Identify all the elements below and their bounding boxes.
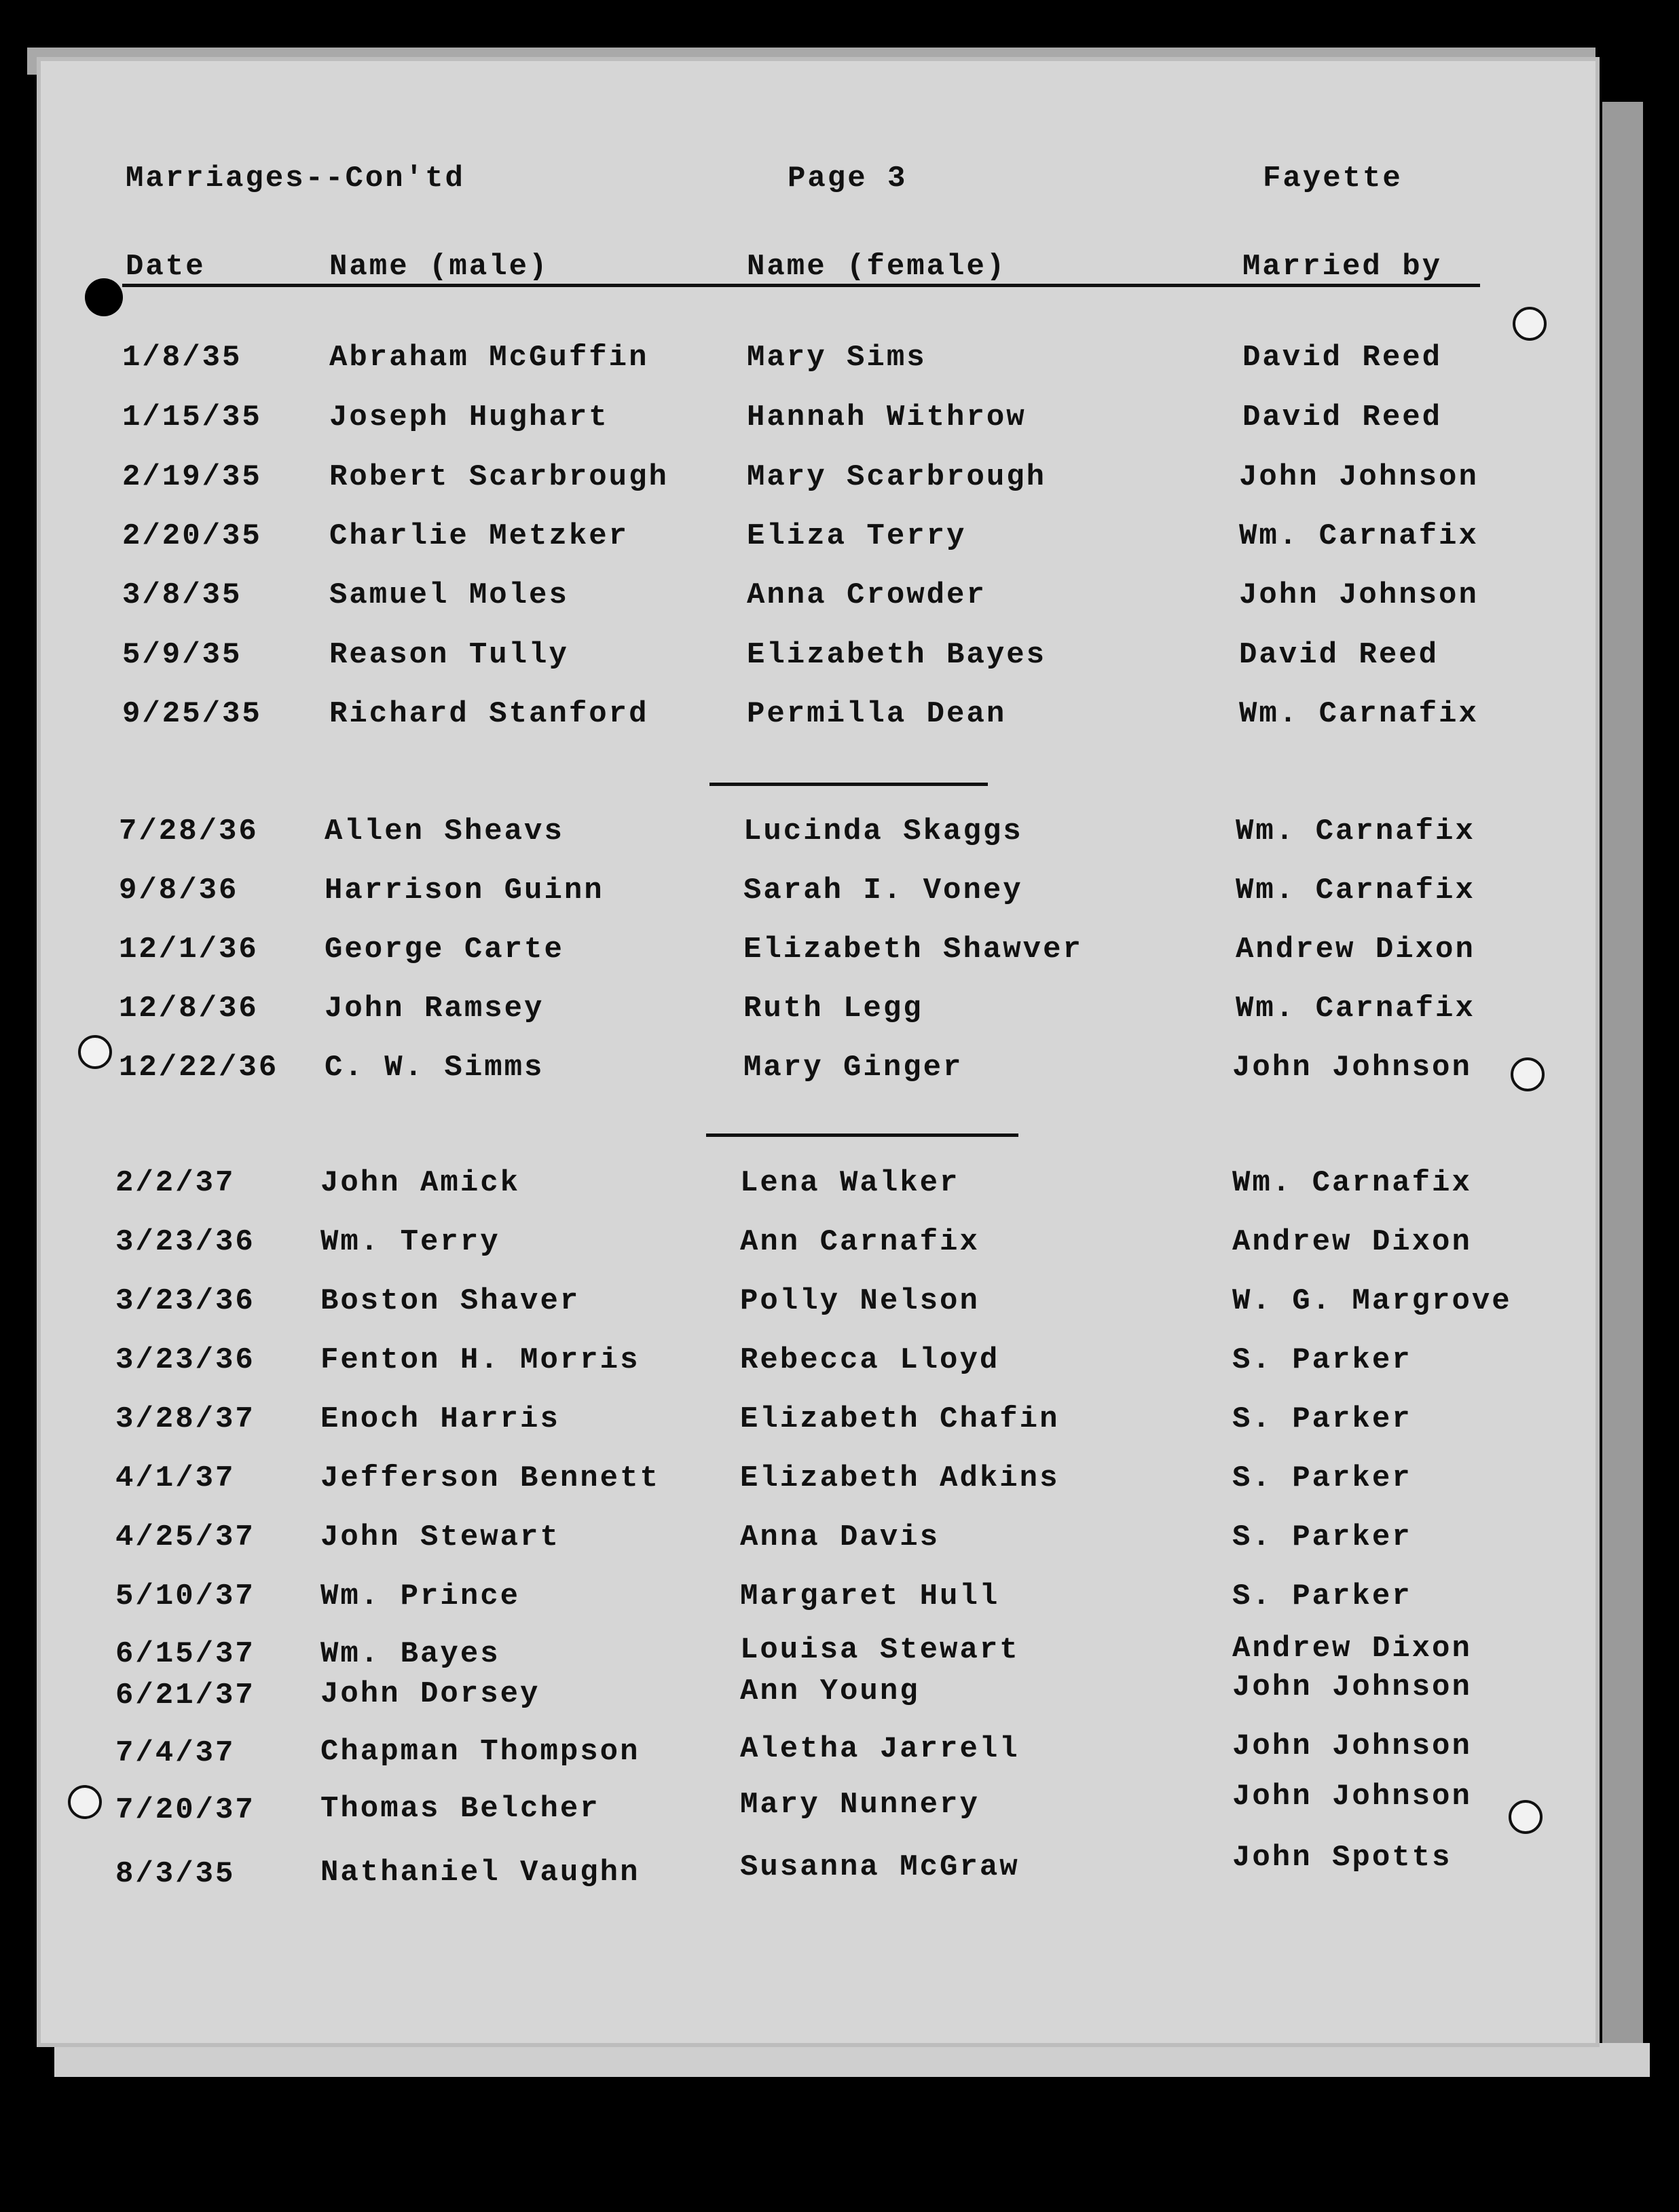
header-underline — [122, 284, 1480, 287]
row-date: 9/8/36 — [119, 874, 239, 907]
year-separator-line — [709, 783, 988, 786]
row-male-name: C. W. Simms — [325, 1051, 545, 1085]
row-date: 3/28/37 — [115, 1402, 255, 1436]
row-male-name: Harrison Guinn — [325, 874, 604, 907]
row-male-name: Joseph Hughart — [329, 400, 609, 434]
row-officiant: Wm. Carnafix — [1239, 519, 1479, 553]
row-female-name: Lucinda Skaggs — [743, 814, 1023, 848]
row-male-name: Chapman Thompson — [320, 1735, 640, 1769]
row-officiant: S. Parker — [1232, 1461, 1412, 1495]
row-date: 2/19/35 — [122, 460, 262, 494]
row-male-name: Thomas Belcher — [320, 1792, 600, 1826]
page-right-edge — [1602, 102, 1643, 2070]
row-date: 5/10/37 — [115, 1579, 255, 1613]
row-male-name: John Stewart — [320, 1520, 560, 1554]
row-officiant: John Johnson — [1232, 1729, 1472, 1763]
row-officiant: Andrew Dixon — [1232, 1225, 1472, 1259]
row-female-name: Elizabeth Shawver — [743, 933, 1083, 967]
row-officiant: Wm. Carnafix — [1239, 697, 1479, 731]
row-male-name: Enoch Harris — [320, 1402, 560, 1436]
row-officiant: Wm. Carnafix — [1232, 1166, 1472, 1200]
row-male-name: Charlie Metzker — [329, 519, 629, 553]
row-female-name: Elizabeth Adkins — [740, 1461, 1060, 1495]
row-female-name: Anna Crowder — [747, 578, 986, 612]
row-date: 12/22/36 — [119, 1051, 279, 1085]
punch-hole-icon — [1513, 307, 1547, 341]
row-date: 6/21/37 — [115, 1679, 255, 1712]
row-female-name: Mary Scarbrough — [747, 460, 1047, 494]
row-female-name: Sarah I. Voney — [743, 874, 1023, 907]
row-officiant: S. Parker — [1232, 1520, 1412, 1554]
row-date: 7/28/36 — [119, 814, 259, 848]
row-female-name: Mary Ginger — [743, 1051, 963, 1085]
row-female-name: Polly Nelson — [740, 1284, 980, 1318]
column-header-male: Name (male) — [329, 250, 549, 284]
row-male-name: George Carte — [325, 933, 564, 967]
year-separator-line — [706, 1133, 1018, 1137]
row-male-name: Nathaniel Vaughn — [320, 1856, 640, 1890]
punch-hole-icon — [78, 1035, 112, 1069]
page-number: Page 3 — [788, 162, 908, 195]
row-female-name: Anna Davis — [740, 1520, 940, 1554]
row-male-name: Samuel Moles — [329, 578, 569, 612]
row-male-name: John Amick — [320, 1166, 521, 1200]
row-male-name: Reason Tully — [329, 638, 569, 672]
county-name: Fayette — [1263, 162, 1403, 195]
row-male-name: Abraham McGuffin — [329, 341, 649, 375]
column-header-date: Date — [126, 250, 206, 284]
row-female-name: Ruth Legg — [743, 992, 923, 1026]
row-female-name: Lena Walker — [740, 1166, 960, 1200]
row-male-name: John Ramsey — [325, 992, 545, 1026]
row-date: 3/8/35 — [122, 578, 242, 612]
row-date: 9/25/35 — [122, 697, 262, 731]
row-female-name: Margaret Hull — [740, 1579, 1000, 1613]
row-date: 12/8/36 — [119, 992, 259, 1026]
row-male-name: Boston Shaver — [320, 1284, 580, 1318]
row-male-name: Wm. Prince — [320, 1579, 521, 1613]
row-officiant: John Spotts — [1232, 1841, 1452, 1875]
row-male-name: Jefferson Bennett — [320, 1461, 660, 1495]
row-male-name: Fenton H. Morris — [320, 1343, 640, 1377]
row-male-name: Wm. Terry — [320, 1225, 500, 1259]
row-date: 3/23/36 — [115, 1225, 255, 1259]
row-officiant: John Johnson — [1232, 1051, 1472, 1085]
column-header-married-by: Married by — [1242, 250, 1443, 284]
row-female-name: Aletha Jarrell — [740, 1732, 1020, 1766]
row-officiant: John Johnson — [1239, 460, 1479, 494]
row-male-name: Richard Stanford — [329, 697, 649, 731]
row-female-name: Elizabeth Bayes — [747, 638, 1047, 672]
row-officiant: John Johnson — [1239, 578, 1479, 612]
row-officiant: John Johnson — [1232, 1670, 1472, 1704]
page-bottom-edge — [54, 2043, 1650, 2077]
row-date: 5/9/35 — [122, 638, 242, 672]
row-female-name: Mary Nunnery — [740, 1788, 980, 1822]
row-date: 3/23/36 — [115, 1343, 255, 1377]
row-date: 4/1/37 — [115, 1461, 236, 1495]
row-date: 1/15/35 — [122, 400, 262, 434]
row-date: 1/8/35 — [122, 341, 242, 375]
row-officiant: Wm. Carnafix — [1236, 814, 1475, 848]
row-date: 7/4/37 — [115, 1736, 236, 1770]
row-date: 2/2/37 — [115, 1166, 236, 1200]
row-female-name: Hannah Withrow — [747, 400, 1027, 434]
row-officiant: S. Parker — [1232, 1343, 1412, 1377]
row-date: 2/20/35 — [122, 519, 262, 553]
punch-hole-icon — [1509, 1800, 1543, 1834]
ink-blot — [85, 278, 123, 316]
row-female-name: Susanna McGraw — [740, 1850, 1020, 1884]
row-female-name: Elizabeth Chafin — [740, 1402, 1060, 1436]
row-female-name: Permilla Dean — [747, 697, 1007, 731]
row-female-name: Ann Carnafix — [740, 1225, 980, 1259]
row-date: 12/1/36 — [119, 933, 259, 967]
row-officiant: Andrew Dixon — [1236, 933, 1475, 967]
row-date: 7/20/37 — [115, 1793, 255, 1827]
row-officiant: David Reed — [1242, 400, 1443, 434]
row-female-name: Rebecca Lloyd — [740, 1343, 1000, 1377]
row-officiant: W. G. Margrove — [1232, 1284, 1512, 1318]
punch-hole-icon — [1511, 1057, 1545, 1091]
row-male-name: Wm. Bayes — [320, 1637, 500, 1671]
row-female-name: Mary Sims — [747, 341, 927, 375]
row-officiant: David Reed — [1239, 638, 1439, 672]
document-page — [41, 61, 1595, 2043]
row-date: 4/25/37 — [115, 1520, 255, 1554]
row-female-name: Eliza Terry — [747, 519, 967, 553]
section-title: Marriages--Con'td — [126, 162, 465, 195]
row-officiant: David Reed — [1242, 341, 1443, 375]
row-officiant: John Johnson — [1232, 1780, 1472, 1814]
row-officiant: S. Parker — [1232, 1402, 1412, 1436]
row-male-name: John Dorsey — [320, 1677, 540, 1711]
row-female-name: Ann Young — [740, 1674, 920, 1708]
column-header-female: Name (female) — [747, 250, 1007, 284]
row-officiant: Andrew Dixon — [1232, 1632, 1472, 1666]
row-male-name: Allen Sheavs — [325, 814, 564, 848]
row-date: 6/15/37 — [115, 1637, 255, 1671]
row-officiant: S. Parker — [1232, 1579, 1412, 1613]
row-officiant: Wm. Carnafix — [1236, 874, 1475, 907]
row-date: 3/23/36 — [115, 1284, 255, 1318]
row-male-name: Robert Scarbrough — [329, 460, 669, 494]
punch-hole-icon — [68, 1785, 102, 1819]
row-officiant: Wm. Carnafix — [1236, 992, 1475, 1026]
row-female-name: Louisa Stewart — [740, 1633, 1020, 1667]
row-date: 8/3/35 — [115, 1857, 236, 1891]
